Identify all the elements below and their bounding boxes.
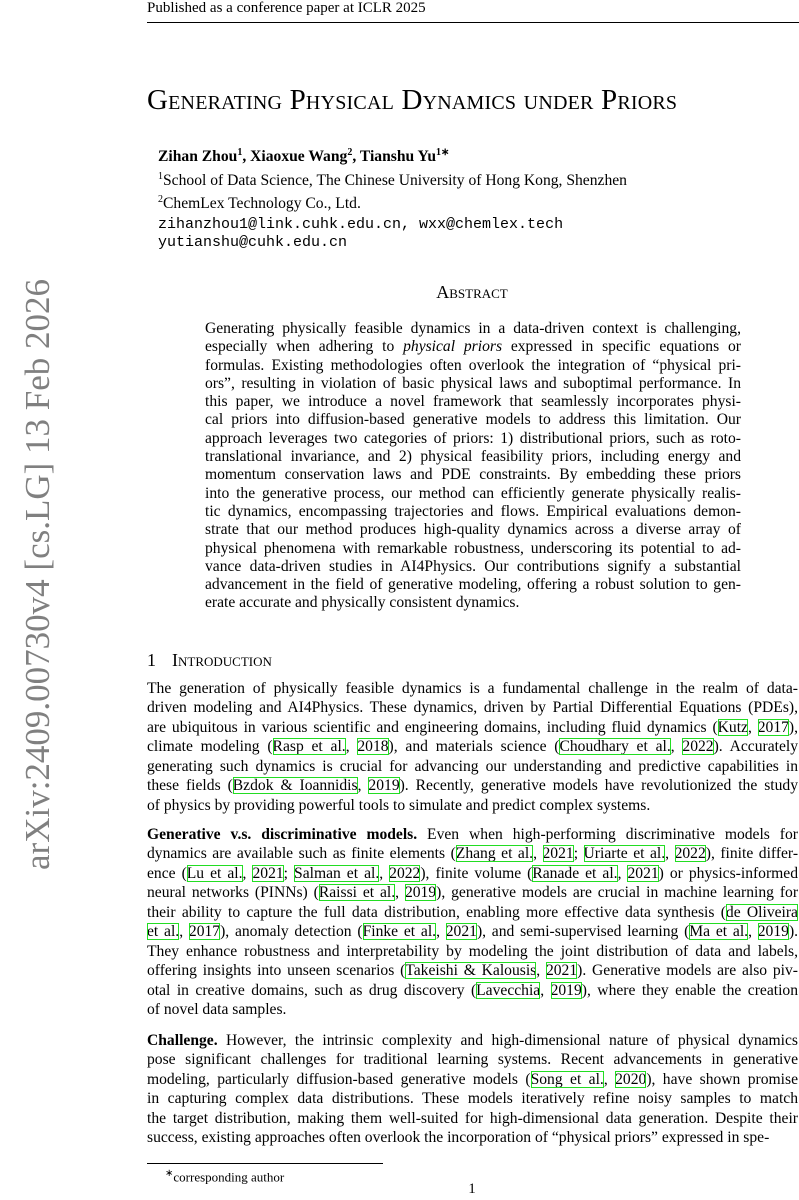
citation-link[interactable]: 2022 bbox=[389, 864, 421, 882]
text-run: , bbox=[345, 738, 358, 756]
text-run: ), and semi-supervised learning ( bbox=[476, 923, 690, 941]
citation-link[interactable]: Salman et al. bbox=[294, 864, 380, 882]
citation-link[interactable]: 2019 bbox=[757, 923, 789, 941]
citation-link[interactable]: 2022 bbox=[674, 845, 706, 863]
text-line bbox=[147, 864, 798, 883]
citation-link[interactable]: Finke et al. bbox=[362, 923, 437, 941]
paragraph-heading: Generative v.s. discriminative models. bbox=[147, 826, 418, 843]
text-line bbox=[147, 844, 798, 863]
paragraph-heading: Challenge. bbox=[147, 1032, 218, 1049]
citation-link[interactable]: 2020 bbox=[615, 1070, 647, 1088]
text-run: ; bbox=[573, 845, 584, 863]
text-run: generating such dynamics is crucial for advancing our understanding and predictive capabilities in bbox=[147, 757, 798, 775]
text-run: ). Generative models are also piv- bbox=[577, 962, 798, 980]
text-line bbox=[147, 922, 798, 941]
text-line bbox=[147, 1109, 798, 1128]
text-line bbox=[147, 737, 798, 756]
affiliation-text: School of Data Science, The Chinese University of Hong Kong, Shenzhen bbox=[163, 171, 627, 189]
text-run: ) or physics-informed bbox=[658, 864, 799, 882]
citation-link[interactable]: Zhang et al. bbox=[455, 845, 534, 863]
text-line bbox=[205, 503, 741, 521]
citation-link[interactable]: Uriarte et al. bbox=[583, 845, 666, 863]
text-run: ), where they enable the creation bbox=[581, 981, 798, 999]
footnote-text: corresponding author bbox=[173, 1169, 285, 1185]
text-line bbox=[205, 357, 741, 375]
author-names: Zihan Zhou$^1$, Xiaoxue Wang$^2$, Tianshu $Yu^{1∗}$ bbox=[158, 147, 450, 166]
text-line bbox=[205, 338, 741, 356]
text-run: ). Accurately bbox=[713, 738, 798, 756]
citation-link[interactable]: Kutz bbox=[717, 718, 748, 736]
text-run: of physics by providing powerful tools to simulate and predict complex systems. bbox=[147, 796, 651, 814]
text-line bbox=[205, 411, 741, 429]
text-run: , bbox=[436, 923, 446, 941]
challenge-paragraph bbox=[147, 1031, 798, 1148]
text-run: vance data-driven studies in AI4Physics. Our contributions signify a substantial bbox=[205, 557, 741, 575]
text-line bbox=[205, 430, 741, 448]
author-sup: 1 bbox=[237, 147, 243, 158]
page-number: 1 bbox=[468, 1181, 476, 1197]
text-line bbox=[205, 540, 741, 558]
text-run: They enhance robustness and interpretability by modeling the joint distribution of data and labels, bbox=[147, 942, 798, 960]
citation-link[interactable]: 2017 bbox=[188, 923, 221, 941]
text-line bbox=[205, 576, 741, 594]
text-run: into the generative process, our method can efficiently generate physically realis- bbox=[205, 484, 741, 502]
running-header: Published as a conference paper at ICLR 2025 bbox=[147, 0, 426, 16]
text-run: formulas. Existing methodologies often overlook the integration of “physical pri- bbox=[205, 356, 741, 374]
abstract-text bbox=[205, 320, 741, 613]
affiliation bbox=[158, 167, 627, 191]
text-line bbox=[147, 698, 798, 717]
text-line bbox=[147, 718, 798, 737]
text-run: offering insights into unseen scenarios ( bbox=[147, 962, 406, 980]
text-run: , bbox=[379, 864, 390, 882]
text-run: strate that our method produces high-quality dynamics across a diverse array of bbox=[205, 521, 741, 539]
affiliation bbox=[158, 190, 627, 214]
affiliation-text: ChemLex Technology Co., Ltd. bbox=[163, 195, 361, 213]
citation-link[interactable]: Raissi et al. bbox=[318, 884, 396, 902]
citation-link[interactable]: 2022 bbox=[682, 738, 714, 756]
citation-link[interactable]: 2018 bbox=[357, 738, 389, 756]
text-line bbox=[205, 558, 741, 576]
text-run: success, existing approaches often overlook the incorporation of “physical priors” expressed in spe- bbox=[147, 1129, 770, 1147]
text-run: these fields ( bbox=[147, 777, 233, 795]
text-run: momentum conservation laws and PDE constraints. By embedding these priors bbox=[205, 466, 741, 484]
text-run: advancement in the field of generative modeling, offering a robust solution to gen- bbox=[205, 576, 741, 594]
text-run: , bbox=[540, 981, 551, 999]
text-line bbox=[205, 448, 741, 466]
text-run: , bbox=[242, 864, 253, 882]
footnote-mark: ∗ bbox=[165, 1168, 174, 1179]
citation-link[interactable]: Takeishi & Kalousis bbox=[405, 962, 537, 980]
citation-link[interactable]: Bzdok & Ioannidis bbox=[232, 777, 358, 795]
generative-paragraph bbox=[147, 825, 798, 1020]
text-run: tic dynamics, encompassing trajectories and flows. Empirical evaluations demon- bbox=[205, 502, 741, 520]
text-line bbox=[147, 796, 798, 815]
text-run: ), have shown promise bbox=[646, 1070, 798, 1088]
citation-link[interactable]: Lu et al. bbox=[186, 864, 243, 882]
text-run: are ubiquitous in various scientific and engineering domains, including fluid dynamics ( bbox=[147, 718, 718, 736]
text-run: their ability to capture the full data distribution, enabling more effective data synthesis ( bbox=[147, 903, 726, 921]
text-run: , bbox=[748, 923, 758, 941]
text-run: pose significant challenges for traditional learning systems. Recent advancements in generative bbox=[147, 1051, 798, 1069]
text-run: ors”, resulting in violation of basic physical laws and suboptimal performance. In bbox=[205, 374, 741, 392]
text-line bbox=[205, 375, 741, 393]
text-run: The generation of physically feasible dynamics is a fundamental challenge in the realm of data- bbox=[147, 680, 798, 697]
text-run: neural networks (PINNs) ( bbox=[147, 884, 319, 902]
text-run: ence ( bbox=[147, 864, 187, 882]
text-run: of novel data samples. bbox=[147, 1001, 287, 1019]
citation-link[interactable]: 2021 bbox=[445, 923, 477, 941]
header-rule bbox=[147, 22, 799, 23]
text-run: erate accurate and physically consistent dynamics. bbox=[205, 594, 520, 612]
emphasis-text: physical priors bbox=[403, 338, 503, 356]
text-run: cal priors into diffusion-based generative models to address this limitation. Our bbox=[205, 411, 741, 429]
text-run: modeling, particularly diffusion-based generative models ( bbox=[147, 1070, 531, 1088]
text-line bbox=[147, 1050, 798, 1069]
text-line bbox=[205, 521, 741, 539]
text-line bbox=[205, 393, 741, 411]
text-run: dynamics are available such as finite elements ( bbox=[147, 845, 456, 863]
text-run: However, the intrinsic complexity and high-dimensional nature of physical dynamics bbox=[217, 1032, 798, 1049]
text-run: ). Recently, generative models have revolutionized the study bbox=[399, 777, 798, 795]
text-run: translational invariance, and 2) physical feasibility priors, including energy and bbox=[205, 448, 741, 466]
text-run: , bbox=[536, 962, 546, 980]
citation-link[interactable]: 2021 bbox=[545, 962, 578, 980]
text-run: ; bbox=[283, 864, 295, 882]
section-title: Introduction bbox=[172, 650, 272, 670]
text-line bbox=[147, 961, 798, 980]
author-sup: 2 bbox=[347, 147, 353, 158]
text-line bbox=[147, 1031, 798, 1050]
citation-link[interactable]: Lavecchia bbox=[476, 981, 541, 999]
text-run: ), anomaly detection ( bbox=[220, 923, 363, 941]
text-run: , bbox=[747, 718, 758, 736]
text-run: especially when adhering to bbox=[205, 338, 404, 356]
text-run: expressed in specific equations or bbox=[502, 338, 741, 356]
citation-link[interactable]: Ma et al. bbox=[689, 923, 749, 941]
text-line bbox=[147, 776, 798, 795]
affiliation-sup: 1 bbox=[158, 170, 163, 182]
text-run: ), and materials science ( bbox=[388, 738, 560, 756]
paper-title: Generating Physical Dynamics under Priors bbox=[147, 84, 678, 116]
author-name: Xiaoxue Wang bbox=[250, 148, 348, 166]
text-run: climate modeling ( bbox=[147, 738, 273, 756]
text-line bbox=[147, 981, 798, 1000]
text-line bbox=[147, 903, 798, 922]
citation-link[interactable]: de Oliveira bbox=[725, 903, 798, 921]
author-name: Tianshu Yu bbox=[359, 148, 436, 166]
citation-link[interactable]: 2021 bbox=[542, 845, 574, 863]
text-run: , bbox=[617, 864, 628, 882]
citation-link[interactable]: 2021 bbox=[627, 864, 659, 882]
text-run: , bbox=[533, 845, 543, 863]
citation-link[interactable]: Choudhary et al. bbox=[559, 738, 671, 756]
text-run: , bbox=[179, 923, 189, 941]
text-run: ), finite differ- bbox=[705, 845, 799, 863]
citation-link[interactable]: et al. bbox=[147, 923, 180, 941]
intro-paragraph bbox=[147, 679, 798, 815]
text-run: approach leverages two categories of priors: 1) distributional priors, such as roto- bbox=[205, 429, 741, 447]
text-run: driven modeling and AI4Physics. These dynamics, driven by Partial Differential Equations (PDEs), bbox=[147, 699, 798, 717]
author-name: Zihan Zhou bbox=[158, 148, 238, 166]
text-line bbox=[147, 1000, 798, 1019]
text-run: in capturing complex data distributions. These models iteratively refine noisy samples to match bbox=[147, 1090, 798, 1108]
text-run: otal in creative domains, such as drug discovery ( bbox=[147, 981, 477, 999]
text-line bbox=[147, 757, 798, 776]
text-run: the target distribution, making them well-suited for high-dimensional data generation. Despite their bbox=[147, 1109, 798, 1127]
text-run: Generating physically feasible dynamics in a data-driven context is challenging, bbox=[205, 320, 741, 337]
text-line bbox=[147, 942, 798, 961]
text-run: ), finite volume ( bbox=[420, 864, 533, 882]
text-run: ). bbox=[788, 923, 799, 941]
text-run: physical phenomena with remarkable robustness, underscoring its potential to ad- bbox=[205, 539, 741, 557]
citation-link[interactable]: Song et al. bbox=[530, 1070, 604, 1088]
text-line bbox=[147, 679, 798, 698]
author-block bbox=[158, 143, 627, 253]
citation-link[interactable]: 2021 bbox=[252, 864, 284, 882]
citation-link[interactable]: 2019 bbox=[550, 981, 582, 999]
citation-link[interactable]: 2019 bbox=[368, 777, 400, 795]
arxiv-stamp: arXiv:2409.00730v4 [cs.LG] 13 Feb 2026 bbox=[18, 278, 57, 870]
text-line bbox=[205, 466, 741, 484]
citation-link[interactable]: 2017 bbox=[757, 718, 789, 736]
text-line bbox=[205, 594, 741, 612]
footnote-rule bbox=[147, 1163, 383, 1164]
text-line bbox=[147, 825, 798, 844]
citation-link[interactable]: Ranade et al. bbox=[532, 864, 618, 882]
text-run: , bbox=[395, 884, 405, 902]
text-run: this paper, we introduce a novel framework that seamlessly incorporates physi- bbox=[205, 393, 741, 411]
text-run: , bbox=[603, 1070, 616, 1088]
text-line bbox=[147, 883, 798, 902]
text-run: , bbox=[670, 738, 683, 756]
abstract-heading: Abstract bbox=[436, 282, 508, 302]
citation-link[interactable]: Rasp et al. bbox=[272, 738, 346, 756]
text-line bbox=[147, 1070, 798, 1089]
affiliation-sup: 2 bbox=[158, 194, 163, 206]
section-number: 1 bbox=[147, 650, 156, 670]
text-line bbox=[205, 485, 741, 503]
section-heading-introduction bbox=[147, 650, 272, 671]
text-run: , bbox=[357, 777, 369, 795]
email-line: yutianshu@cuhk.edu.cn bbox=[158, 234, 348, 252]
text-run: , bbox=[665, 845, 675, 863]
author-sup: 1∗ bbox=[436, 147, 450, 158]
text-run: ), generative models are crucial in machine learning for bbox=[436, 884, 799, 902]
citation-link[interactable]: 2019 bbox=[404, 884, 437, 902]
text-run: Even when high-performing discriminative models for bbox=[417, 826, 798, 843]
text-run: ), bbox=[788, 718, 799, 736]
email-line: zihanzhou1@link.cuhk.edu.cn, wxx@chemlex.tech bbox=[158, 215, 564, 233]
text-line bbox=[147, 1128, 798, 1147]
text-line bbox=[147, 1089, 798, 1108]
text-line bbox=[205, 320, 741, 338]
